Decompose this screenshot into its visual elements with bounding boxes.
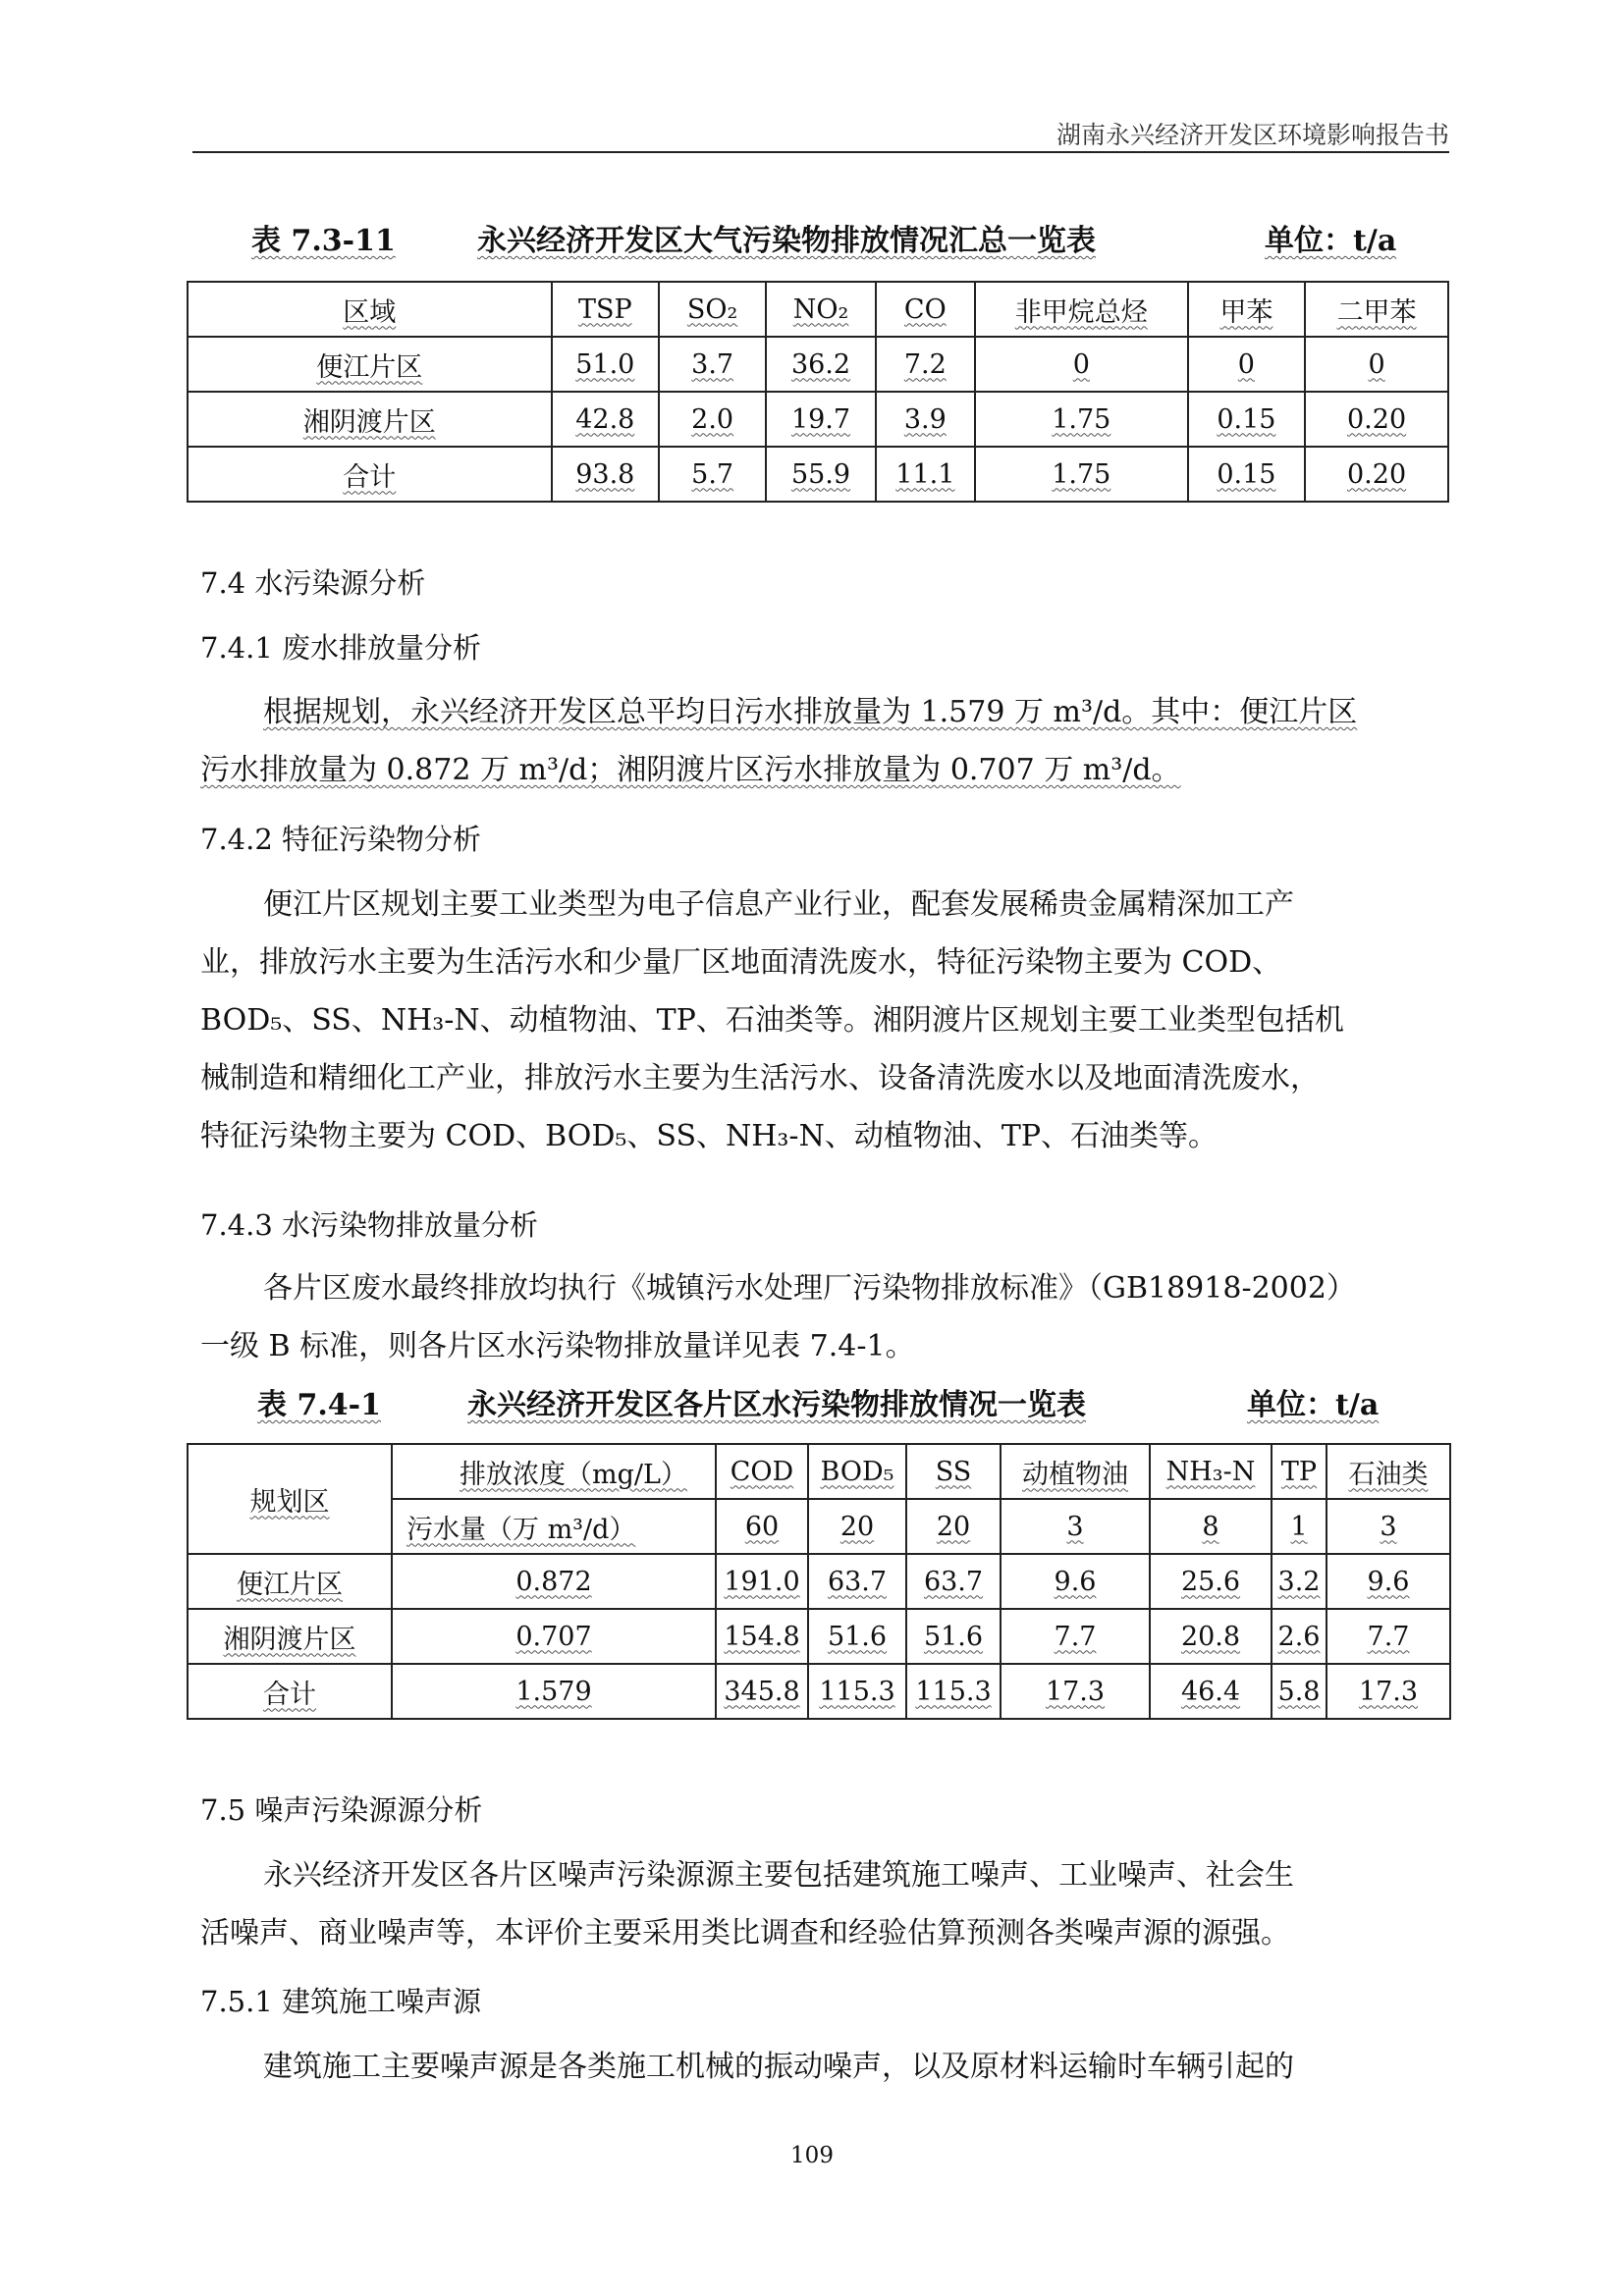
paragraph [200, 683, 1449, 799]
table-cell: 便江片区 [188, 337, 552, 392]
subsection-heading: 7.4.1 废水排放量分析 [200, 631, 482, 665]
caption-unit: 单位：t/a [1247, 1388, 1380, 1422]
table-header-row [188, 282, 1448, 337]
table-cell: 115.3 [808, 1664, 906, 1719]
table-cell: 0.20 [1305, 447, 1448, 502]
table-cell: 36.2 [766, 337, 875, 392]
table-cell: 3.2 [1272, 1554, 1326, 1609]
table-cell: 便江片区 [188, 1554, 392, 1609]
limit-cell: 60 [716, 1499, 808, 1554]
paragraph-line: BOD₅、SS、NH₃-N、动植物油、TP、石油类等。湘阴渡片区规划主要工业类型包括机 [200, 1003, 1344, 1038]
table-cell: 345.8 [716, 1664, 808, 1719]
table-cell: 湘阴渡片区 [188, 392, 552, 447]
table-cell: 17.3 [1001, 1664, 1150, 1719]
subsection-heading: 7.5.1 建筑施工噪声源 [200, 1985, 482, 2018]
table-cell: 5.8 [1272, 1664, 1326, 1719]
paragraph [200, 876, 1449, 1165]
header-cell: TP [1272, 1444, 1326, 1499]
paragraph-line: 便江片区规划主要工业类型为电子信息产业行业，配套发展稀贵金属精深加工产 [263, 887, 1294, 922]
table-cell: 0.707 [392, 1609, 716, 1664]
water-pollutant-table [187, 1443, 1451, 1720]
paragraph-line: 业，排放污水主要为生活污水和少量厂区地面清洗废水，特征污染物主要为 COD、 [200, 945, 1282, 980]
header-cell: COD [716, 1444, 808, 1499]
table-cell: 1.579 [392, 1664, 716, 1719]
header-cell: 规划区 [188, 1444, 392, 1554]
table-cell: 191.0 [716, 1554, 808, 1609]
header-cell: BOD₅ [808, 1444, 906, 1499]
header-cell: 二甲苯 [1305, 282, 1448, 337]
table-cell: 5.7 [659, 447, 766, 502]
table-cell: 0.872 [392, 1554, 716, 1609]
paragraph-line: 永兴经济开发区各片区噪声污染源源主要包括建筑施工噪声、工业噪声、社会生 [263, 1858, 1294, 1893]
limit-cell: 3 [1001, 1499, 1150, 1554]
table-cell: 93.8 [552, 447, 659, 502]
paragraph-line: 各片区废水最终排放均执行《城镇污水处理厂污染物排放标准》（GB18918-2002） [263, 1271, 1356, 1306]
page-header [192, 114, 1449, 153]
caption-title: 永兴经济开发区大气污染物排放情况汇总一览表 [477, 224, 1096, 258]
caption-unit: 单位：t/a [1265, 224, 1397, 258]
caption-title: 永兴经济开发区各片区水污染物排放情况一览表 [467, 1388, 1086, 1422]
paragraph-line: 特征污染物主要为 COD、BOD₅、SS、NH₃-N、动植物油、TP、石油类等。 [200, 1119, 1218, 1153]
table-cell: 46.4 [1150, 1664, 1272, 1719]
table-cell: 3.7 [659, 337, 766, 392]
subsection-heading: 7.4.2 特征污染物分析 [200, 823, 482, 856]
header-cell: CO [876, 282, 975, 337]
header-cell: 非甲烷总烃 [975, 282, 1188, 337]
paragraph-line: 建筑施工主要噪声源是各类施工机械的振动噪声，以及原材料运输时车辆引起的 [263, 2050, 1294, 2084]
limit-cell: 8 [1150, 1499, 1272, 1554]
table-cell: 115.3 [906, 1664, 1001, 1719]
section-heading: 7.4 水污染源分析 [200, 566, 426, 600]
table-cell: 2.0 [659, 392, 766, 447]
header-cell: SS [906, 1444, 1001, 1499]
paragraph [200, 1846, 1449, 1962]
table-cell: 63.7 [808, 1554, 906, 1609]
table-total-row [188, 1664, 1450, 1719]
table-cell: 51.6 [906, 1609, 1001, 1664]
table-cell: 42.8 [552, 392, 659, 447]
table-row [188, 392, 1448, 447]
table-header-row [188, 1444, 1450, 1499]
table-cell: 湘阴渡片区 [188, 1609, 392, 1664]
table-cell: 63.7 [906, 1554, 1001, 1609]
header-cell: 石油类 [1326, 1444, 1450, 1499]
caption-number: 表 7.3-11 [251, 224, 396, 258]
table-cell: 7.2 [876, 337, 975, 392]
air-emission-table [187, 281, 1449, 503]
table-row [188, 1609, 1450, 1664]
table-cell: 154.8 [716, 1609, 808, 1664]
header-title: 湖南永兴经济开发区环境影响报告书 [1056, 121, 1449, 149]
table-cell: 0 [1188, 337, 1305, 392]
table-cell: 3.9 [876, 392, 975, 447]
table-cell: 0.20 [1305, 392, 1448, 447]
caption-number: 表 7.4-1 [257, 1388, 381, 1422]
paragraph-line: 活噪声、商业噪声等，本评价主要采用类比调查和经验估算预测各类噪声源的源强。 [200, 1916, 1290, 1950]
limit-cell: 20 [906, 1499, 1001, 1554]
paragraph [200, 2038, 1449, 2096]
table-row [188, 1554, 1450, 1609]
table-cell: 25.6 [1150, 1554, 1272, 1609]
paragraph-line: 污水排放量为 0.872 万 m³/d；湘阴渡片区污水排放量为 0.707 万 m³/d。 [200, 753, 1181, 787]
header-cell: NO₂ [766, 282, 875, 337]
paragraph-line: 一级 B 标准，则各片区水污染物排放量详见表 7.4-1。 [200, 1329, 915, 1363]
header-cell: 污水量（万 m³/d） [392, 1499, 716, 1554]
paragraph-line: 根据规划，永兴经济开发区总平均日污水排放量为 1.579 万 m³/d。其中：便江片区 [263, 695, 1358, 729]
table-cell: 0 [975, 337, 1188, 392]
table-cell: 1.75 [975, 447, 1188, 502]
table-cell: 19.7 [766, 392, 875, 447]
header-cell: 区域 [188, 282, 552, 337]
subsection-heading: 7.4.3 水污染物排放量分析 [200, 1208, 539, 1242]
table-row [188, 337, 1448, 392]
table-cell: 51.6 [808, 1609, 906, 1664]
header-cell: 甲苯 [1188, 282, 1305, 337]
table-cell: 11.1 [876, 447, 975, 502]
table-cell: 2.6 [1272, 1609, 1326, 1664]
table-cell: 0.15 [1188, 392, 1305, 447]
table-cell: 9.6 [1001, 1554, 1150, 1609]
table-cell: 51.0 [552, 337, 659, 392]
header-cell: 动植物油 [1001, 1444, 1150, 1499]
table-cell: 0 [1305, 337, 1448, 392]
table-cell: 0.15 [1188, 447, 1305, 502]
table-cell: 20.8 [1150, 1609, 1272, 1664]
header-cell: 排放浓度（mg/L） [392, 1444, 716, 1499]
table-cell: 合计 [188, 447, 552, 502]
table-cell: 7.7 [1001, 1609, 1150, 1664]
table-cell: 17.3 [1326, 1664, 1450, 1719]
table-cell: 1.75 [975, 392, 1188, 447]
limit-cell: 1 [1272, 1499, 1326, 1554]
header-cell: TSP [552, 282, 659, 337]
table-total-row [188, 447, 1448, 502]
table-cell: 7.7 [1326, 1609, 1450, 1664]
limit-cell: 3 [1326, 1499, 1450, 1554]
table-cell: 合计 [188, 1664, 392, 1719]
paragraph-line: 械制造和精细化工产业，排放污水主要为生活污水、设备清洗废水以及地面清洗废水， [200, 1061, 1320, 1095]
page-number: 109 [790, 2143, 834, 2168]
table-cell: 9.6 [1326, 1554, 1450, 1609]
paragraph [200, 1259, 1449, 1375]
limit-cell: 20 [808, 1499, 906, 1554]
section-heading: 7.5 噪声污染源源分析 [200, 1793, 483, 1827]
header-cell: SO₂ [659, 282, 766, 337]
table-cell: 55.9 [766, 447, 875, 502]
header-cell: NH₃-N [1150, 1444, 1272, 1499]
